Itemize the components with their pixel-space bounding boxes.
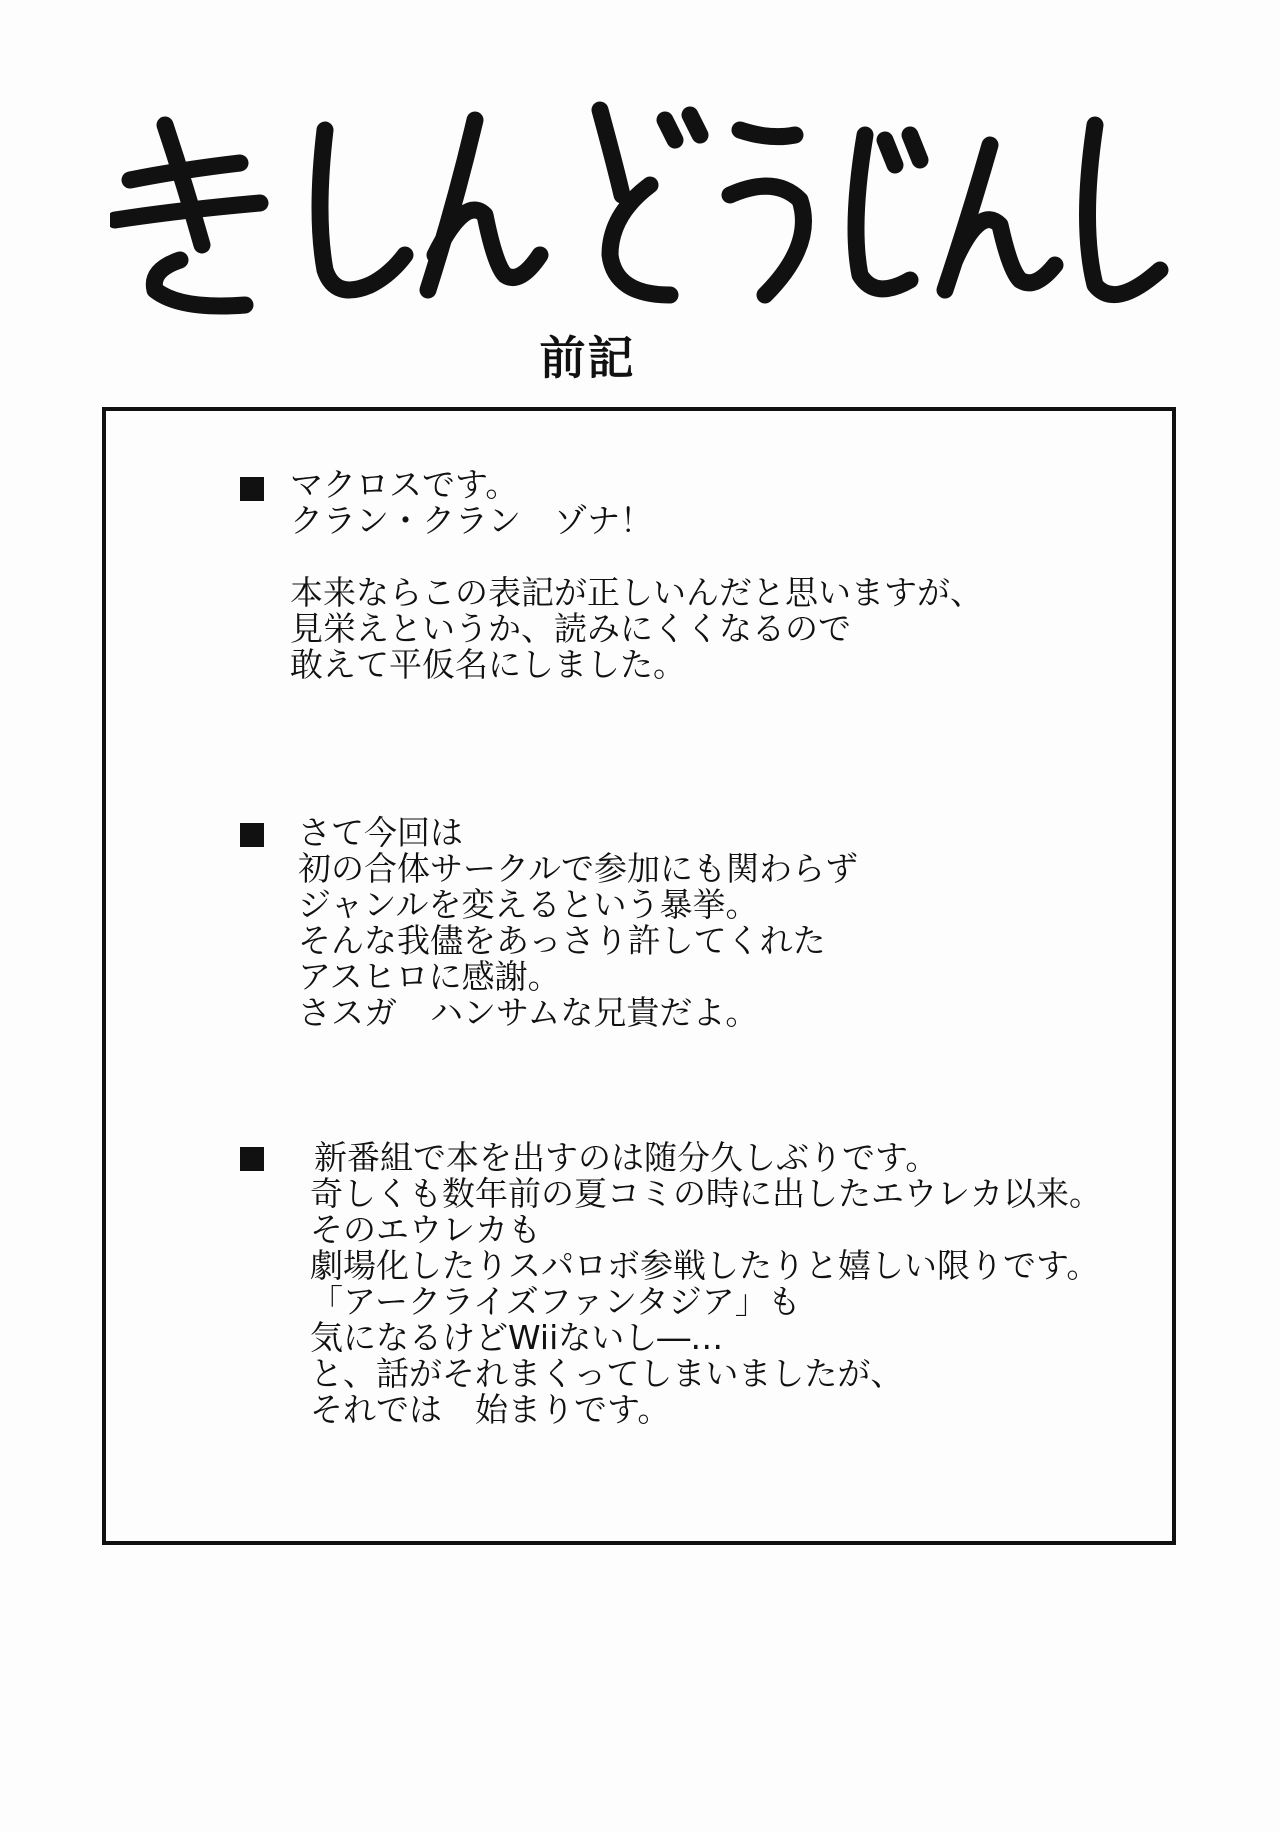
section-3-line-6: 気になるけどWiiないし―… [310, 1318, 724, 1357]
section-2-line-2: 初の合体サークルで参加にも関わらず [298, 849, 859, 888]
section-3-line-7: と、話がそれまくってしまいましたが、 [310, 1354, 904, 1393]
spacer [290, 539, 983, 575]
section-2-line-5: アスヒロに感謝。 [298, 957, 561, 996]
section-1-line-5: 敢えて平仮名にしました。 [290, 645, 686, 684]
section-3 [310, 1140, 1102, 1428]
section-3-line-1: 新番組で本を出すのは随分久しぶりです。 [314, 1138, 939, 1177]
section-2-line-3: ジャンルを変えるという暴挙。 [298, 885, 759, 924]
section-3-line-2: 奇しくも数年前の夏コミの時に出したエウレカ以来。 [310, 1174, 1102, 1213]
bullet-square-icon [240, 477, 264, 501]
section-3-line-3: そのエウレカも [310, 1210, 541, 1249]
section-1-line-4: 見栄えというか、読みにくくなるので [290, 609, 851, 648]
section-1-line-1: マクロスです。 [290, 465, 519, 504]
section-1-line-3: 本来ならこの表記が正しいんだと思いますが、 [290, 573, 983, 612]
section-2-line-1: さて今回は [298, 813, 463, 852]
handwritten-title [110, 95, 1170, 325]
section-3-line-5: 「アークライズファンタジア」も [310, 1282, 801, 1321]
section-3-line-4: 劇場化したりスパロボ参戦したりと嬉しい限りです。 [310, 1246, 1100, 1285]
section-2-line-6: さスガ ハンサムな兄貴だよ。 [298, 993, 759, 1032]
bullet-square-icon [240, 1147, 264, 1171]
section-1 [290, 467, 983, 683]
page-subtitle: 前記 [539, 331, 636, 385]
section-3-line-8: それでは 始まりです。 [310, 1390, 671, 1429]
section-1-line-2: クラン・クラン ゾナ！ [290, 501, 653, 540]
section-2 [298, 815, 858, 1031]
handwritten-title-artwork [110, 95, 1170, 325]
section-2-line-4: そんな我儘をあっさり許してくれた [298, 921, 826, 960]
bullet-square-icon [240, 823, 264, 847]
